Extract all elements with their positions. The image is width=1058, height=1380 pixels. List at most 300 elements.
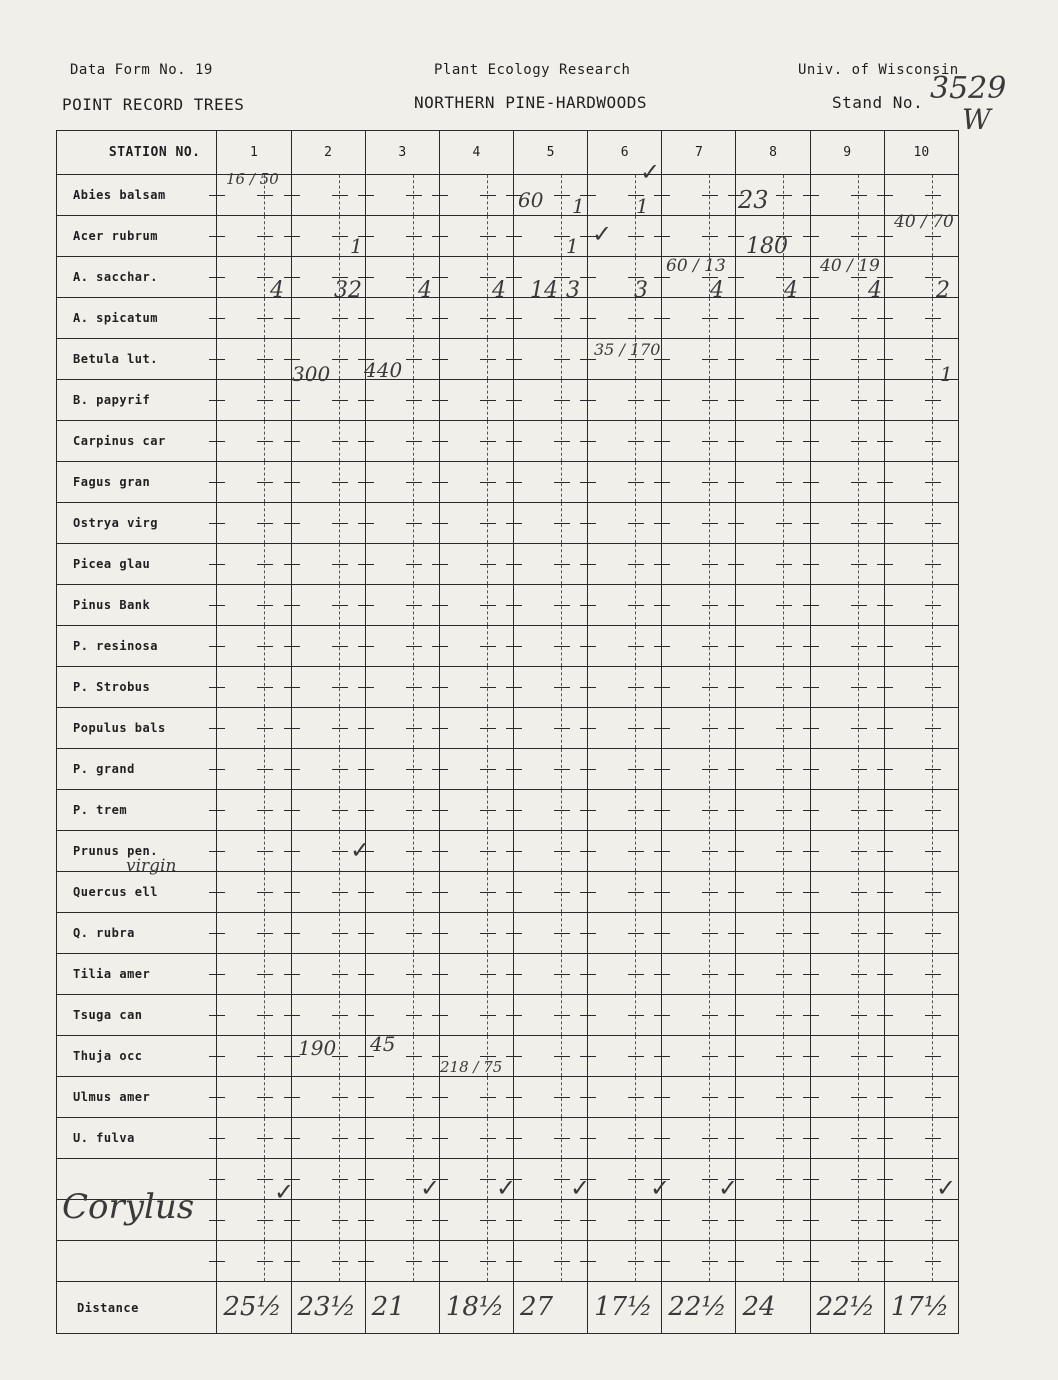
species-row xyxy=(57,872,959,913)
station-cell xyxy=(588,1241,662,1282)
station-cell xyxy=(291,626,365,667)
species-row xyxy=(57,175,959,216)
station-cell xyxy=(291,708,365,749)
station-cell xyxy=(513,462,587,503)
species-label: Ulmus amer xyxy=(57,1077,217,1118)
station-cell xyxy=(736,831,810,872)
station-cell xyxy=(513,1200,587,1241)
station-cell xyxy=(884,872,958,913)
station-cell xyxy=(662,626,736,667)
station-cell xyxy=(810,708,884,749)
acer-s10: 40 / 70 xyxy=(894,212,954,232)
station-cell xyxy=(884,626,958,667)
station-cell xyxy=(291,1077,365,1118)
station-cell xyxy=(217,667,291,708)
station-cell xyxy=(662,298,736,339)
station-cell xyxy=(810,462,884,503)
station-cell xyxy=(810,1200,884,1241)
station-3: 3 xyxy=(365,131,439,175)
station-cell xyxy=(217,544,291,585)
station-cell xyxy=(736,503,810,544)
station-cell xyxy=(884,585,958,626)
species-row xyxy=(57,585,959,626)
station-cell xyxy=(439,872,513,913)
station-cell xyxy=(439,831,513,872)
station-cell xyxy=(291,1241,365,1282)
station-cell xyxy=(513,544,587,585)
station-cell xyxy=(365,995,439,1036)
station-cell xyxy=(588,462,662,503)
station-cell xyxy=(217,831,291,872)
station-cell xyxy=(439,1077,513,1118)
station-cell xyxy=(439,462,513,503)
station-cell xyxy=(513,339,587,380)
station-cell xyxy=(365,503,439,544)
station-cell xyxy=(291,954,365,995)
species-label: Abies balsam xyxy=(57,175,217,216)
station-cell xyxy=(736,257,810,298)
station-cell xyxy=(217,503,291,544)
species-row xyxy=(57,339,959,380)
station-cell xyxy=(810,1036,884,1077)
station-cell xyxy=(439,1118,513,1159)
station-cell xyxy=(662,954,736,995)
station-cell xyxy=(291,749,365,790)
station-cell xyxy=(439,995,513,1036)
station-cell xyxy=(365,626,439,667)
station-cell xyxy=(217,708,291,749)
station-cell xyxy=(439,380,513,421)
station-cell xyxy=(884,175,958,216)
station-cell xyxy=(439,585,513,626)
station-cell xyxy=(736,667,810,708)
species-row xyxy=(57,790,959,831)
check-mark-icon: ✓ xyxy=(420,1174,441,1202)
station-10: 10 xyxy=(884,131,958,175)
station-cell xyxy=(736,421,810,462)
station-cell xyxy=(662,503,736,544)
station-cell xyxy=(810,1241,884,1282)
station-cell xyxy=(662,1200,736,1241)
sacchar-s1b: 4 xyxy=(270,278,284,303)
form-number: Data Form No. 19 xyxy=(70,62,213,78)
station-cell xyxy=(513,831,587,872)
species-row xyxy=(57,298,959,339)
station-cell xyxy=(736,1036,810,1077)
station-cell xyxy=(736,1200,810,1241)
station-cell xyxy=(365,1118,439,1159)
station-cell xyxy=(513,421,587,462)
station-cell xyxy=(291,1200,365,1241)
station-cell xyxy=(217,298,291,339)
blank-label xyxy=(57,1241,217,1282)
blank-row xyxy=(57,1241,959,1282)
station-cell xyxy=(439,175,513,216)
station-cell xyxy=(736,462,810,503)
station-cell xyxy=(662,1241,736,1282)
station-cell xyxy=(588,667,662,708)
station-cell xyxy=(217,954,291,995)
station-cell xyxy=(810,339,884,380)
species-label: Fagus gran xyxy=(57,462,217,503)
sacchar-s9: 40 / 19 xyxy=(820,256,880,276)
station-cell xyxy=(884,298,958,339)
acer-s5b: 1 xyxy=(566,234,579,258)
species-row xyxy=(57,667,959,708)
species-label: Tsuga can xyxy=(57,995,217,1036)
station-cell xyxy=(291,872,365,913)
university: Univ. of Wisconsin xyxy=(798,62,959,78)
species-label: P. resinosa xyxy=(57,626,217,667)
station-cell xyxy=(588,831,662,872)
station-cell xyxy=(810,995,884,1036)
station-1: 1 xyxy=(217,131,291,175)
tree-record-table xyxy=(56,130,959,1334)
check-mark-icon: ✓ xyxy=(570,1174,591,1202)
species-row xyxy=(57,954,959,995)
station-label: STATION NO. xyxy=(57,131,217,175)
sacchar-s6b: 3 xyxy=(634,278,648,303)
stand-value: 3529 xyxy=(930,71,1007,106)
station-cell xyxy=(884,421,958,462)
forest-type: NORTHERN PINE-HARDWOODS xyxy=(414,93,648,112)
station-cell xyxy=(217,626,291,667)
prunus-correction: virgin xyxy=(126,856,177,876)
station-cell xyxy=(736,913,810,954)
station-cell xyxy=(365,831,439,872)
station-cell xyxy=(365,421,439,462)
station-cell xyxy=(513,708,587,749)
abies-s5b: 1 xyxy=(572,194,585,218)
station-cell xyxy=(513,380,587,421)
station-cell xyxy=(736,1077,810,1118)
station-cell xyxy=(291,585,365,626)
form-title: POINT RECORD TREES xyxy=(62,95,245,114)
sacchar-s10b: 2 xyxy=(936,278,950,303)
station-cell xyxy=(662,462,736,503)
abies-s1: 16 / 50 xyxy=(226,170,279,188)
station-cell xyxy=(217,1241,291,1282)
acer-s2b: 1 xyxy=(350,234,363,258)
station-cell xyxy=(217,380,291,421)
station-cell xyxy=(810,872,884,913)
organization: Plant Ecology Research xyxy=(434,62,631,78)
species-label: Thuja occ xyxy=(57,1036,217,1077)
station-cell xyxy=(588,1200,662,1241)
station-2: 2 xyxy=(291,131,365,175)
station-5: 5 xyxy=(513,131,587,175)
station-cell xyxy=(365,544,439,585)
check-mark-icon: ✓ xyxy=(718,1174,739,1202)
species-row xyxy=(57,749,959,790)
station-cell xyxy=(365,954,439,995)
species-row xyxy=(57,626,959,667)
station-cell xyxy=(365,913,439,954)
abies-s5: 60 xyxy=(518,188,544,212)
station-cell xyxy=(884,790,958,831)
species-label: P. trem xyxy=(57,790,217,831)
station-cell xyxy=(736,1241,810,1282)
station-cell xyxy=(884,749,958,790)
station-cell xyxy=(810,585,884,626)
station-cell xyxy=(365,380,439,421)
station-cell xyxy=(588,298,662,339)
station-cell xyxy=(217,872,291,913)
station-cell xyxy=(736,749,810,790)
station-cell xyxy=(662,913,736,954)
station-cell xyxy=(513,954,587,995)
station-cell xyxy=(736,954,810,995)
station-cell xyxy=(810,298,884,339)
station-cell xyxy=(588,995,662,1036)
station-cell xyxy=(217,995,291,1036)
station-cell xyxy=(217,1282,291,1334)
species-label: Ostrya virg xyxy=(57,503,217,544)
station-cell xyxy=(217,1077,291,1118)
station-cell xyxy=(513,585,587,626)
station-cell xyxy=(439,790,513,831)
species-row xyxy=(57,1077,959,1118)
species-label: Picea glau xyxy=(57,544,217,585)
sacchar-s5: 14 xyxy=(530,278,558,303)
station-cell xyxy=(588,872,662,913)
species-row xyxy=(57,831,959,872)
station-cell xyxy=(662,216,736,257)
station-9: 9 xyxy=(810,131,884,175)
station-cell xyxy=(365,872,439,913)
station-cell xyxy=(217,790,291,831)
sacchar-s8b: 4 xyxy=(784,278,798,303)
station-cell xyxy=(439,913,513,954)
station-cell xyxy=(810,175,884,216)
station-cell xyxy=(588,749,662,790)
station-cell xyxy=(439,1241,513,1282)
station-cell xyxy=(588,1077,662,1118)
station-cell xyxy=(588,544,662,585)
station-cell xyxy=(365,1241,439,1282)
species-row xyxy=(57,380,959,421)
station-cell xyxy=(588,626,662,667)
station-cell xyxy=(588,708,662,749)
station-cell xyxy=(736,995,810,1036)
tsuga-s3: 45 xyxy=(370,1032,396,1056)
tsuga-s2: 190 xyxy=(298,1036,337,1060)
station-cell xyxy=(884,1241,958,1282)
station-cell xyxy=(291,298,365,339)
station-cell xyxy=(217,1036,291,1077)
station-cell xyxy=(810,544,884,585)
station-cell xyxy=(810,216,884,257)
station-cell xyxy=(662,790,736,831)
station-cell xyxy=(588,257,662,298)
station-cell xyxy=(884,995,958,1036)
station-cell xyxy=(810,913,884,954)
station-cell xyxy=(884,1282,958,1334)
sacchar-s4: 4 xyxy=(492,278,506,303)
station-cell xyxy=(810,1077,884,1118)
station-cell xyxy=(439,216,513,257)
species-row xyxy=(57,462,959,503)
stand-label: Stand No. xyxy=(832,93,924,112)
station-cell xyxy=(365,175,439,216)
betula-s10b: 1 xyxy=(940,362,953,386)
station-cell xyxy=(513,1282,587,1334)
station-cell xyxy=(662,339,736,380)
station-cell xyxy=(884,954,958,995)
station-cell xyxy=(884,913,958,954)
station-cell xyxy=(662,995,736,1036)
station-cell xyxy=(662,872,736,913)
species-label: Pinus Bank xyxy=(57,585,217,626)
species-row xyxy=(57,503,959,544)
species-label: P. Strobus xyxy=(57,667,217,708)
abies-s6b: 1 xyxy=(636,194,649,218)
station-cell xyxy=(662,749,736,790)
station-cell xyxy=(513,626,587,667)
station-cell xyxy=(810,667,884,708)
station-cell xyxy=(513,749,587,790)
distance-value: 21 xyxy=(371,1292,405,1322)
distance-value: 22½ xyxy=(668,1292,727,1322)
station-cell xyxy=(365,1077,439,1118)
station-cell xyxy=(662,831,736,872)
species-row xyxy=(57,216,959,257)
check-mark-icon: ✓ xyxy=(592,220,613,248)
sacchar-s7b: 4 xyxy=(710,278,724,303)
station-cell xyxy=(588,380,662,421)
species-label: Tilia amer xyxy=(57,954,217,995)
station-cell xyxy=(884,708,958,749)
station-cell xyxy=(291,544,365,585)
distance-value: 17½ xyxy=(594,1292,653,1322)
station-cell xyxy=(291,913,365,954)
station-cell xyxy=(884,1077,958,1118)
station-cell xyxy=(736,544,810,585)
station-cell xyxy=(217,339,291,380)
station-cell xyxy=(736,1118,810,1159)
station-cell xyxy=(291,503,365,544)
station-cell xyxy=(365,298,439,339)
station-cell xyxy=(217,462,291,503)
species-label: B. papyrif xyxy=(57,380,217,421)
station-cell xyxy=(588,585,662,626)
station-cell xyxy=(365,790,439,831)
station-cell xyxy=(365,708,439,749)
acer-s8: 180 xyxy=(746,234,788,259)
station-cell xyxy=(588,954,662,995)
distance-label: Distance xyxy=(57,1282,217,1334)
station-cell xyxy=(291,1118,365,1159)
station-cell xyxy=(439,667,513,708)
station-cell xyxy=(217,216,291,257)
distance-row xyxy=(57,1282,959,1334)
species-label: U. fulva xyxy=(57,1118,217,1159)
station-cell xyxy=(588,1118,662,1159)
distance-value: 22½ xyxy=(816,1292,875,1322)
station-cell xyxy=(439,954,513,995)
betula-s3: 440 xyxy=(364,358,403,382)
station-cell xyxy=(439,503,513,544)
species-row xyxy=(57,913,959,954)
station-cell xyxy=(513,790,587,831)
station-cell xyxy=(513,1077,587,1118)
station-cell xyxy=(884,503,958,544)
check-mark-icon: ✓ xyxy=(640,158,661,186)
species-row xyxy=(57,544,959,585)
station-cell xyxy=(588,790,662,831)
station-cell xyxy=(365,216,439,257)
station-cell xyxy=(884,667,958,708)
station-cell xyxy=(588,1036,662,1077)
station-cell xyxy=(513,1118,587,1159)
station-cell xyxy=(513,1036,587,1077)
station-cell xyxy=(291,1282,365,1334)
station-cell xyxy=(439,749,513,790)
station-cell xyxy=(217,913,291,954)
species-row xyxy=(57,995,959,1036)
species-label: A. sacchar. xyxy=(57,257,217,298)
station-cell xyxy=(439,1282,513,1334)
station-6: 6 xyxy=(588,131,662,175)
station-cell xyxy=(662,1282,736,1334)
station-cell xyxy=(365,667,439,708)
species-label: Quercus ell xyxy=(57,872,217,913)
station-cell xyxy=(291,421,365,462)
sacchar-s3: 4 xyxy=(418,278,432,303)
thuja-s4: 218 / 75 xyxy=(440,1058,503,1076)
station-cell xyxy=(810,1282,884,1334)
extra-species-corylus: Corylus xyxy=(62,1187,195,1227)
station-cell xyxy=(291,995,365,1036)
station-cell xyxy=(513,503,587,544)
station-cell xyxy=(884,1200,958,1241)
check-mark-icon: ✓ xyxy=(650,1174,671,1202)
station-cell xyxy=(588,421,662,462)
distance-value: 25½ xyxy=(223,1292,282,1322)
station-cell xyxy=(736,298,810,339)
station-cell xyxy=(662,421,736,462)
station-cell xyxy=(884,1036,958,1077)
station-cell xyxy=(291,790,365,831)
species-label: Acer rubrum xyxy=(57,216,217,257)
species-row xyxy=(57,1118,959,1159)
station-cell xyxy=(884,1118,958,1159)
station-cell xyxy=(513,995,587,1036)
station-cell xyxy=(884,462,958,503)
station-cell xyxy=(810,380,884,421)
station-cell xyxy=(217,421,291,462)
station-cell xyxy=(810,831,884,872)
species-label: A. spicatum xyxy=(57,298,217,339)
station-cell xyxy=(291,175,365,216)
station-cell xyxy=(736,1159,810,1200)
station-cell xyxy=(365,749,439,790)
station-cell xyxy=(736,380,810,421)
station-cell xyxy=(513,872,587,913)
species-label: P. grand xyxy=(57,749,217,790)
station-cell xyxy=(365,1282,439,1334)
distance-value: 18½ xyxy=(445,1292,505,1322)
station-cell xyxy=(662,1118,736,1159)
station-cell xyxy=(810,1159,884,1200)
station-cell xyxy=(291,462,365,503)
station-cell xyxy=(439,1200,513,1241)
sacchar-s9b: 4 xyxy=(868,278,882,303)
betula-s2: 300 xyxy=(292,362,331,386)
station-cell xyxy=(365,1200,439,1241)
station-cell xyxy=(736,339,810,380)
species-row xyxy=(57,1036,959,1077)
